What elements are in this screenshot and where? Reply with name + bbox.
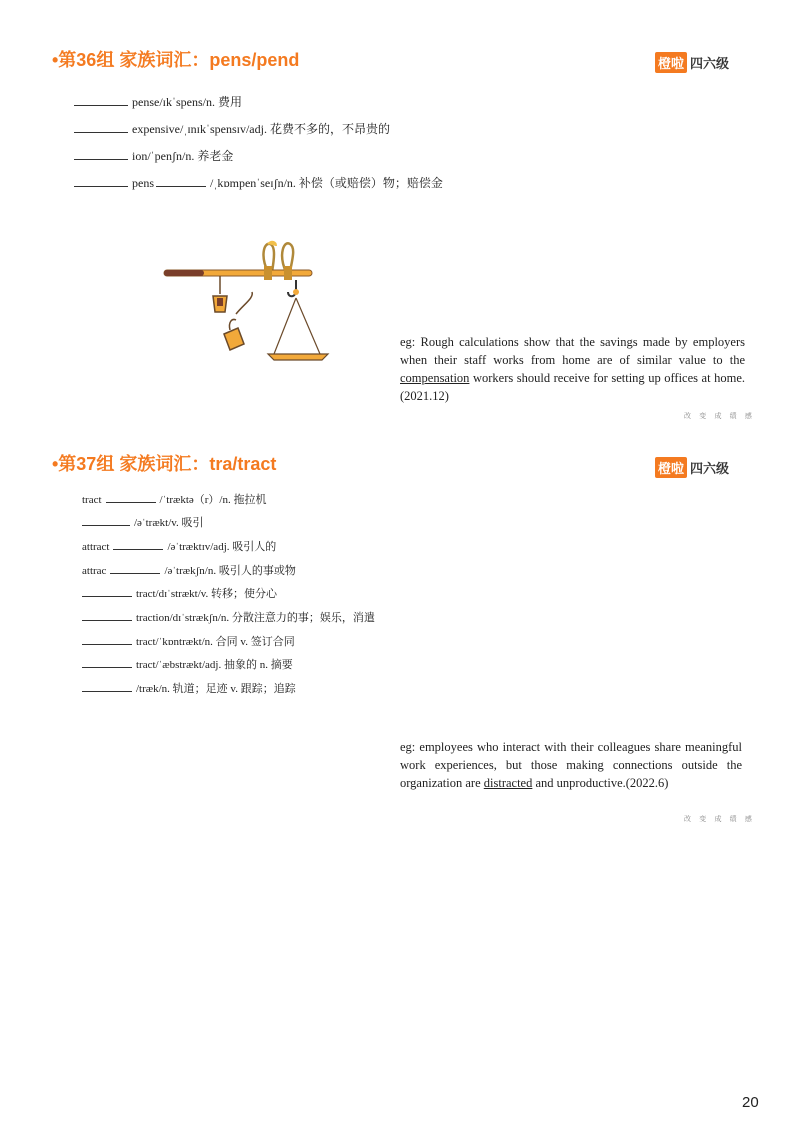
- watermark-stamp: 改 变 成 绩 感: [684, 815, 755, 823]
- vocab-item: pens /ˌkɒmpenˈseɪʃn/n. 补偿（或赔偿）物；赔偿金: [74, 175, 443, 191]
- blank-line: [82, 656, 132, 668]
- blank-line: [74, 175, 128, 187]
- example-sentence: eg: employees who interact with their colleagues share meaningful work experiences, but those making connections outside the organization are distracted and unproductive.(2022.6): [400, 740, 742, 790]
- blank-line: [74, 94, 128, 106]
- blank-line: [106, 491, 156, 503]
- blank-line: [82, 585, 132, 597]
- blank-line: [82, 633, 132, 645]
- vocab-item: tract/ˈæbstrækt/adj. 抽象的 n. 摘要: [82, 656, 293, 673]
- vocab-item: attrac /əˈtrækʃn/n. 吸引人的事或物: [82, 562, 296, 579]
- watermark-stamp: 改 变 成 绩 感: [684, 412, 755, 420]
- vocab-item: /əˈtrækt/v. 吸引: [82, 514, 204, 531]
- vocab-item: ion/ˈpenʃn/n. 养老金: [74, 148, 233, 164]
- vocab-item: /træk/n. 轨道；足迹 v. 跟踪；追踪: [82, 680, 296, 697]
- brand-text: 四六级: [690, 461, 730, 476]
- page-number: 20: [742, 1094, 759, 1111]
- vocab-item: tract/dɪˈstrækt/v. 转移；使分心: [82, 585, 277, 602]
- brand-text: 四六级: [690, 56, 730, 71]
- vocab-item: expensive/ˌɪnɪkˈspensɪv/adj. 花费不多的，不昂贵的: [74, 121, 390, 137]
- vocab-item: attract /əˈtræktɪv/adj. 吸引人的: [82, 538, 276, 555]
- blank-line: [110, 562, 160, 574]
- section-37-title: •第37组 家族词汇：tra/tract: [52, 454, 277, 474]
- highlighted-word: compensation: [400, 371, 470, 385]
- blank-line: [113, 538, 163, 550]
- blank-line: [74, 148, 128, 160]
- blank-line: [74, 121, 128, 133]
- brand-box: 橙啦: [655, 52, 687, 73]
- highlighted-word: distracted: [483, 776, 533, 790]
- brand-box: 橙啦: [655, 457, 687, 478]
- vocab-item: tract /ˈtræktə（r）/n. 拖拉机: [82, 491, 266, 508]
- steelyard-scale-illustration: [160, 236, 330, 366]
- section-36-title: •第36组 家族词汇：pens/pend: [52, 50, 300, 70]
- example-sentence: eg: Rough calculations show that the savings made by employers when their staff works from home are of similar value to the compensation workers should receive for setting up offices at home.(2021.12): [400, 335, 745, 403]
- blank-line: [156, 175, 206, 187]
- blank-line: [82, 680, 132, 692]
- vocab-item: traction/dɪˈstrækʃn/n. 分散注意力的事；娱乐，消遣: [82, 609, 375, 626]
- vocab-item: pense/ɪkˈspens/n. 费用: [74, 94, 242, 110]
- vocab-item: tract/ˈkɒntrækt/n. 合同 v. 签订合同: [82, 633, 295, 650]
- brand-logo: [655, 52, 729, 73]
- blank-line: [82, 609, 132, 621]
- brand-logo: [655, 457, 729, 478]
- blank-line: [82, 514, 130, 526]
